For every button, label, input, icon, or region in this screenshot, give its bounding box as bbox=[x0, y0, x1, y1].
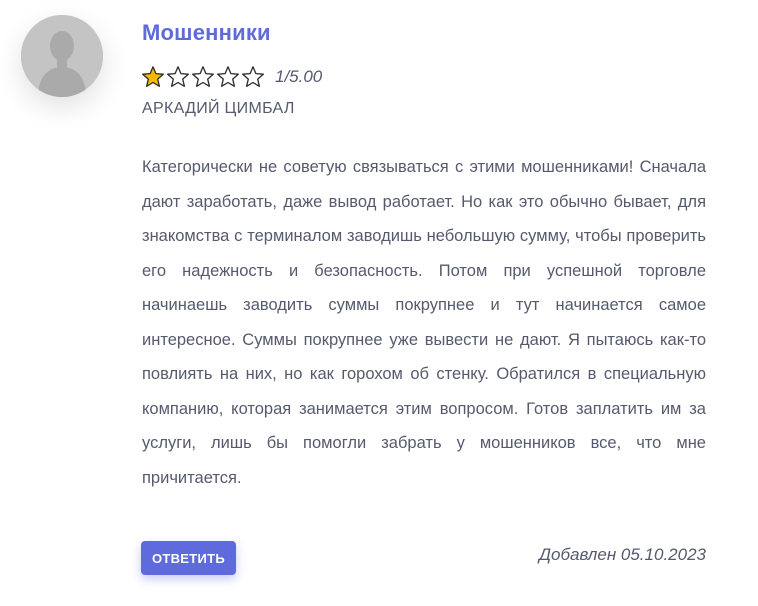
author-name: АРКАДИЙ ЦИМБАЛ bbox=[142, 100, 295, 117]
star-filled-icon bbox=[141, 65, 165, 89]
rating-value: 1/5.00 bbox=[275, 67, 323, 86]
star-rating bbox=[141, 65, 266, 89]
avatar bbox=[21, 15, 103, 97]
reply-button[interactable]: ОТВЕТИТЬ bbox=[141, 541, 236, 575]
star-empty-icon bbox=[241, 65, 265, 89]
user-silhouette-icon bbox=[21, 15, 103, 97]
star-empty-icon bbox=[166, 65, 190, 89]
review-date: Добавлен 05.10.2023 bbox=[539, 545, 706, 564]
review-title: Мошенники bbox=[142, 20, 271, 45]
rating bbox=[141, 63, 322, 91]
review-text: Категорически не советую связываться с этими мошенниками! Сначала дают заработать, даже вывод работает. Но как это обычно бывает, для знакомства с терминалом заводишь небольшую сумму, чтобы проверить его надежность и безопасность. Потом при успешной торговле начинаешь заводить суммы покрупнее и тут начинается самое интересное. Суммы покрупнее уже вывести не дают. Я пытаюсь как-то повлиять на них, но как горохом об стенку. Обратился в специальную компанию, которая занимается этим вопросом. Готов заплатить им за услуги, лишь бы помогли забрать у мошенников все, что мне причитается. bbox=[142, 158, 706, 487]
star-empty-icon bbox=[191, 65, 215, 89]
star-empty-icon bbox=[216, 65, 240, 89]
